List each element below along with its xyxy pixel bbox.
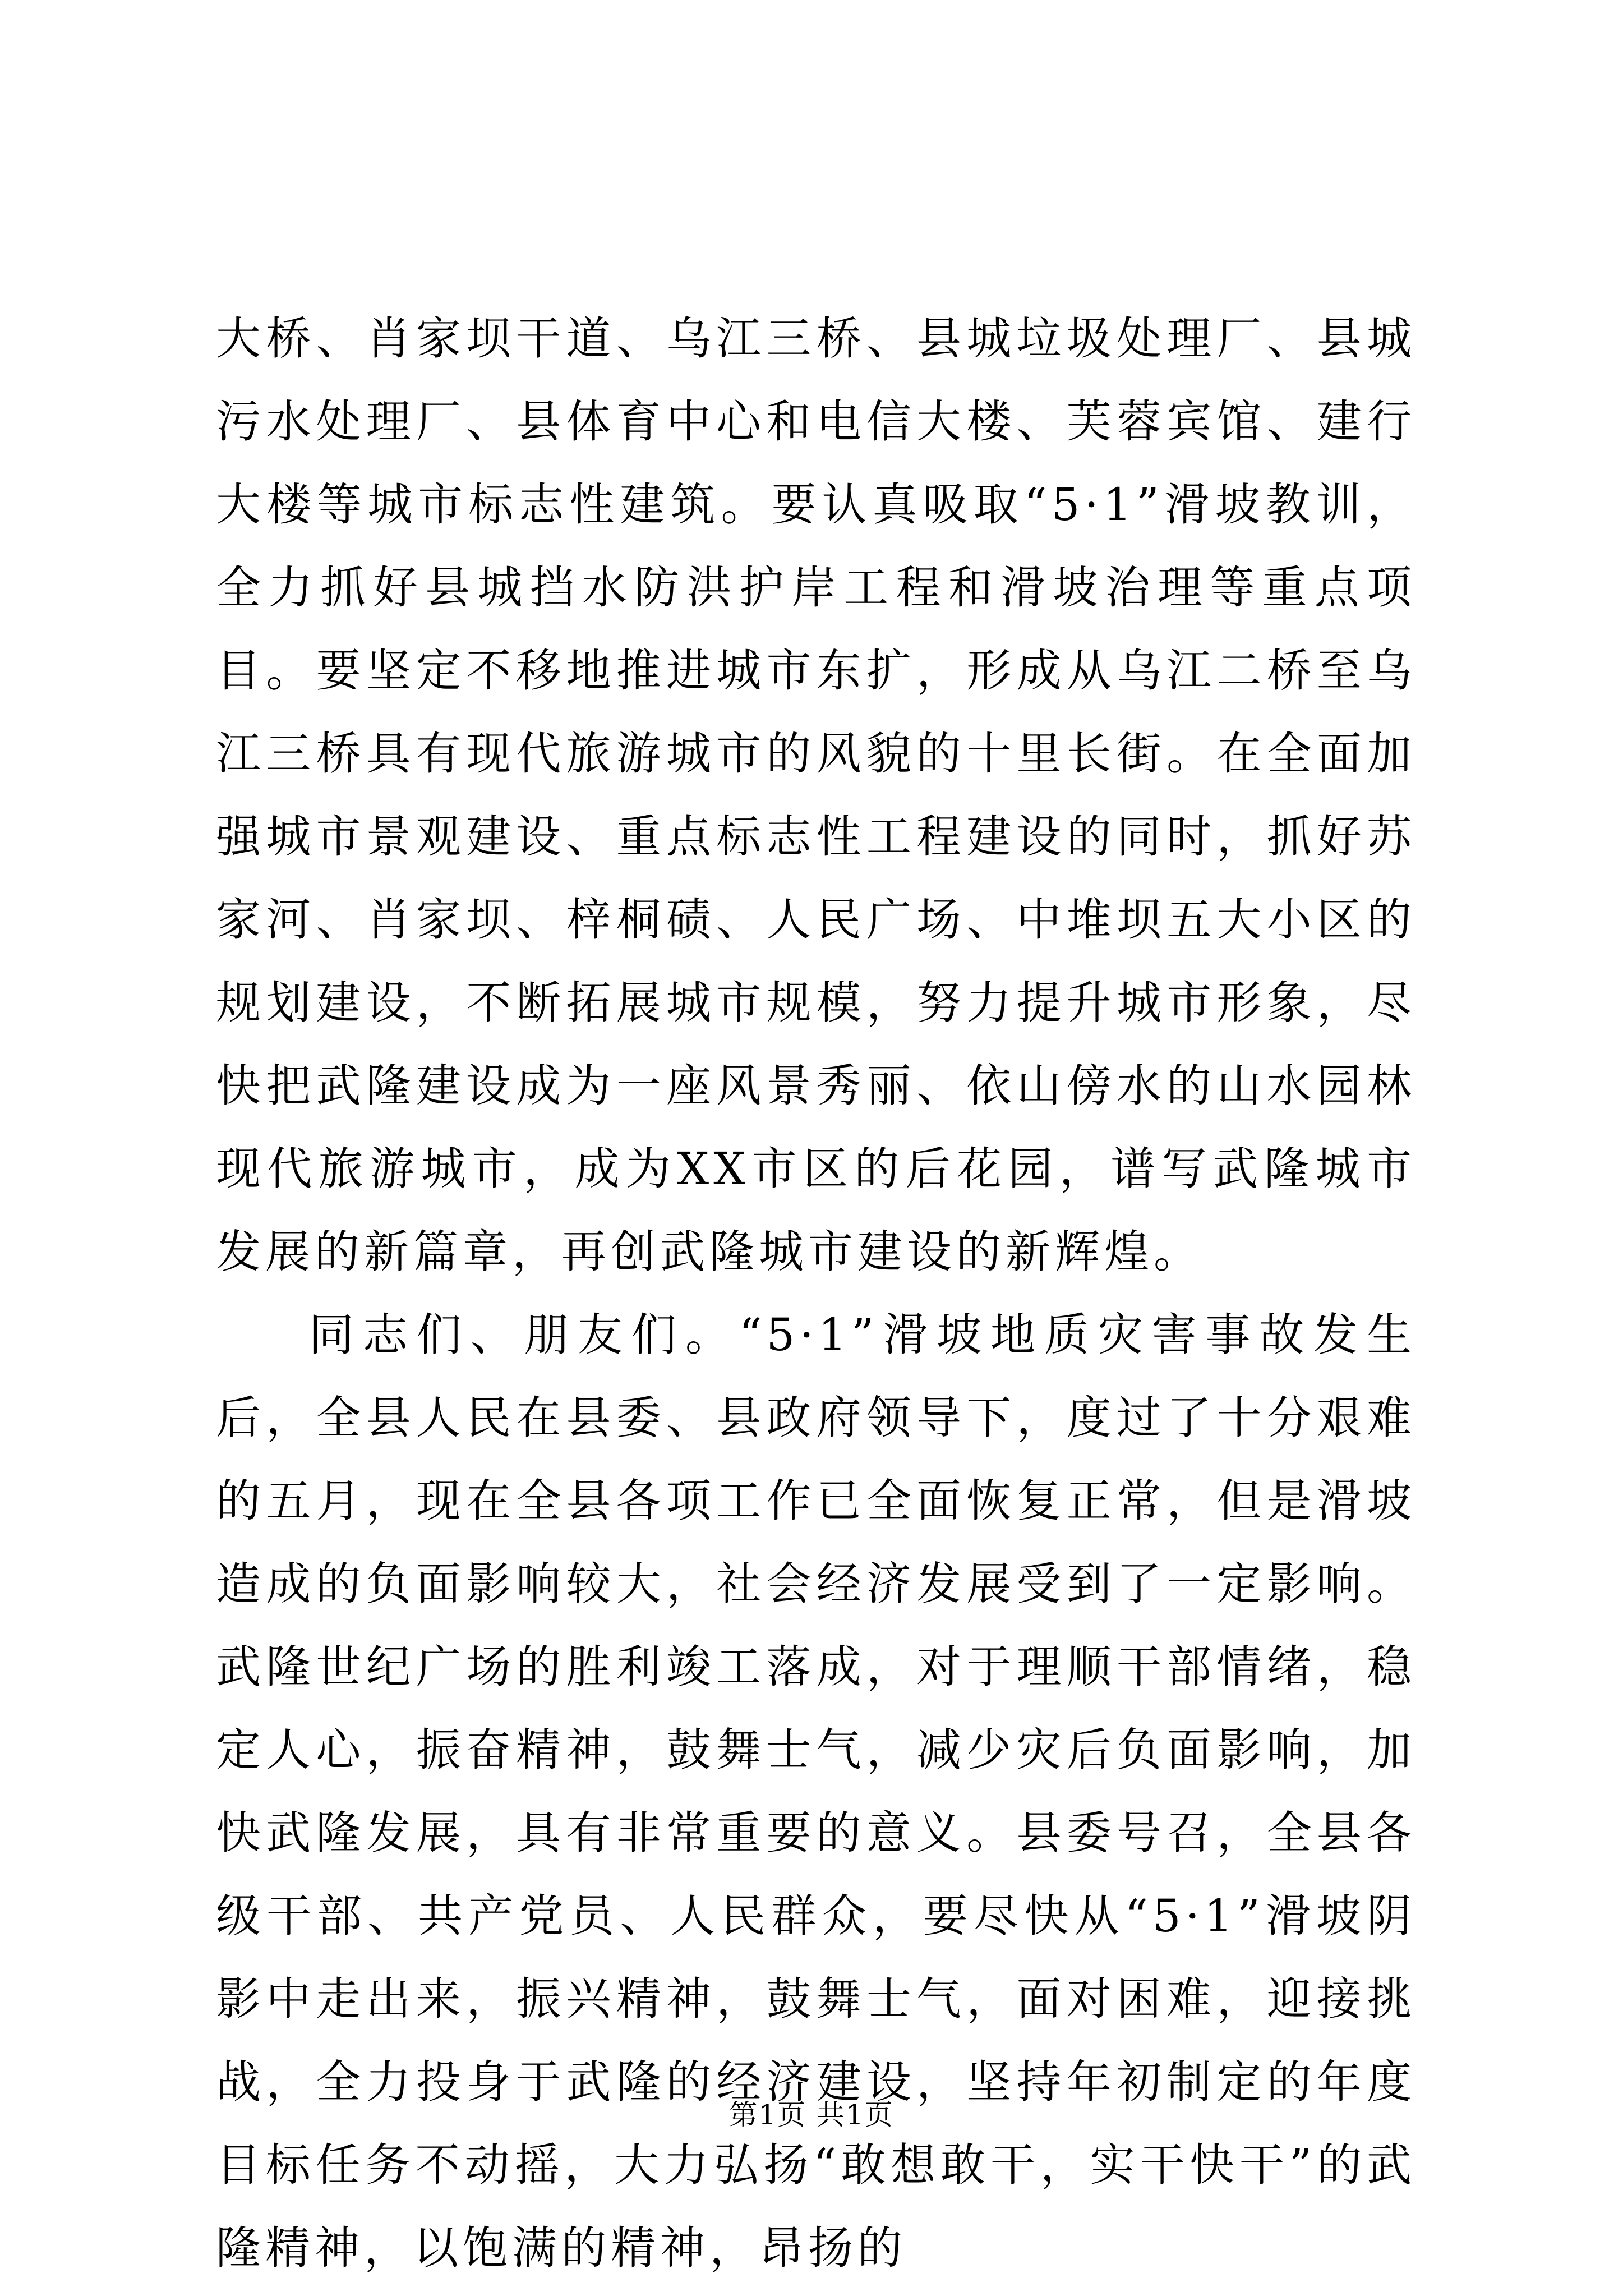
paragraph-continued: 大桥、肖家坝干道、乌江三桥、县城垃圾处理厂、县城污水处理厂、县体育中心和电信大楼、芙蓉宾馆、建行大楼等城市标志性建筑。要认真吸取“5·1”滑坡教训，全力抓好县城挡水防洪护岸工程和滑坡治理等重点项目。要坚定不移地推进城市东扩，形成从乌江二桥至乌江三桥具有现代旅游城市的风貌的十里长街。在全面加强城市景观建设、重点标志性工程建设的同时，抓好苏家河、肖家坝、梓桐碛、人民广场、中堆坝五大小区的规划建设，不断拓展城市规模，努力提升城市形象，尽快把武隆建设成为一座风景秀丽、依山傍水的山水园林现代旅游城市，成为XX市区的后花园，谱写武隆城市发展的新篇章，再创武隆城市建设的新辉煌。 [216, 312, 1416, 1278]
paragraph-comrades: 同志们、朋友们。“5·1”滑坡地质灾害事故发生后，全县人民在县委、县政府领导下，度过了十分艰难的五月，现在全县各项工作已全面恢复正常，但是滑坡造成的负面影响较大，社会经济发展受到了一定影响。武隆世纪广场的胜利竣工落成，对于理顺干部情绪，稳定人心，振奋精神，鼓舞士气，减少灾后负面影响，加快武隆发展，具有非常重要的意义。县委号召，全县各级干部、共产党员、人民群众，要尽快从“5·1”滑坡阴影中走出来，振兴精神，鼓舞士气，面对困难，迎接挑战，全力投身于武隆的经济建设，坚持年初制定的年度目标任务不动摇，大力弘扬“敢想敢干，实干快干”的武隆精神，以饱满的精神，昂扬的 [216, 1309, 1416, 2274]
document-body [216, 297, 1416, 2290]
page-footer: 第1页 共1页 [729, 2099, 894, 2131]
